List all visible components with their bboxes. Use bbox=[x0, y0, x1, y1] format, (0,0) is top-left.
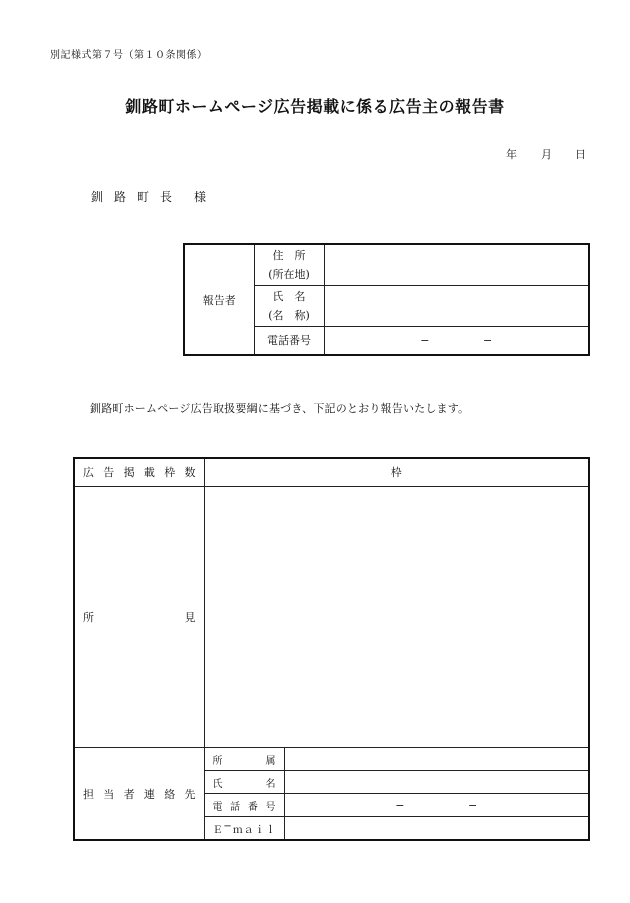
label-char: ｌ bbox=[265, 824, 276, 836]
label-char: ｍ bbox=[232, 824, 243, 836]
contact-phone-field[interactable] bbox=[284, 794, 589, 817]
addressee-char: 様 bbox=[194, 190, 207, 204]
reporter-table bbox=[183, 243, 590, 356]
label-char: − bbox=[223, 820, 232, 832]
phone-field[interactable] bbox=[324, 326, 589, 355]
date-day: 日 bbox=[575, 148, 586, 161]
label-char: 載 bbox=[143, 466, 155, 480]
label-char: 話 bbox=[230, 801, 241, 813]
phone-dash: − bbox=[483, 333, 493, 347]
dept-field[interactable] bbox=[284, 748, 589, 771]
name-field[interactable] bbox=[324, 285, 589, 326]
frames-unit: 枠 bbox=[390, 466, 402, 480]
address-label: 住 所 bbox=[272, 248, 306, 262]
address-field[interactable] bbox=[324, 244, 589, 285]
phone-dash: − bbox=[468, 798, 478, 812]
label-char: 担 bbox=[83, 787, 94, 801]
label-char: 絡 bbox=[164, 787, 176, 801]
name-label-cell bbox=[254, 285, 324, 326]
label-char: 広 bbox=[83, 466, 94, 480]
label-char: 連 bbox=[143, 787, 155, 801]
label-char: 番 bbox=[247, 801, 258, 813]
dept-label bbox=[204, 748, 284, 771]
addressee-char: 町 bbox=[137, 190, 150, 204]
report-table bbox=[73, 457, 590, 841]
phone-label: 電話番号 bbox=[254, 326, 324, 355]
page-title: 釧路町ホームページ広告掲載に係る広告主の報告書 bbox=[125, 97, 505, 116]
label-char: 先 bbox=[184, 787, 196, 801]
contact-name-field[interactable] bbox=[284, 771, 589, 794]
contact-name-label bbox=[204, 771, 284, 794]
label-char: Ｅ bbox=[212, 824, 223, 836]
contact-phone-label bbox=[204, 794, 284, 817]
label-char: 号 bbox=[265, 801, 276, 813]
opinion-label bbox=[74, 486, 204, 747]
frames-field[interactable] bbox=[204, 458, 589, 486]
name-sub-label: (名 称) bbox=[268, 308, 310, 322]
name-label: 氏 名 bbox=[272, 289, 306, 303]
label-char: 枠 bbox=[164, 466, 176, 480]
label-char: 属 bbox=[265, 755, 276, 767]
label-char: ｉ bbox=[254, 824, 265, 836]
date-month: 月 bbox=[541, 148, 552, 161]
label-char: 掲 bbox=[123, 466, 135, 480]
phone-dash: − bbox=[420, 333, 430, 347]
form-id: 別記様式第７号（第１０条関係） bbox=[50, 50, 208, 61]
addressee-char: 長 bbox=[160, 190, 173, 204]
addressee-char: 釧 bbox=[91, 190, 104, 204]
label-char: 告 bbox=[103, 466, 115, 480]
label-char: 電 bbox=[212, 801, 223, 813]
phone-dash: − bbox=[395, 798, 405, 812]
label-char: ａ bbox=[243, 824, 254, 836]
contact-label bbox=[74, 748, 204, 841]
reporter-group-label: 報告者 bbox=[184, 244, 254, 355]
email-label bbox=[204, 817, 284, 840]
label-char: 者 bbox=[123, 787, 135, 801]
frames-label bbox=[74, 458, 204, 486]
addressee bbox=[91, 188, 206, 205]
label-char: 当 bbox=[103, 787, 115, 801]
intro-text: 釧路町ホームページ広告取扱要綱に基づき、下記のとおり報告いたします。 bbox=[90, 402, 470, 415]
address-sub-label: (所在地) bbox=[268, 267, 310, 281]
label-char: 数 bbox=[184, 466, 196, 480]
label-char: 見 bbox=[184, 610, 196, 624]
label-char: 所 bbox=[212, 755, 223, 767]
addressee-char: 路 bbox=[114, 190, 127, 204]
email-field[interactable] bbox=[284, 817, 589, 840]
label-char: 名 bbox=[265, 778, 276, 790]
label-char: 所 bbox=[83, 610, 94, 624]
address-label-cell bbox=[254, 244, 324, 285]
label-char: 氏 bbox=[212, 778, 223, 790]
opinion-field[interactable] bbox=[204, 486, 589, 747]
date-year: 年 bbox=[506, 148, 517, 161]
